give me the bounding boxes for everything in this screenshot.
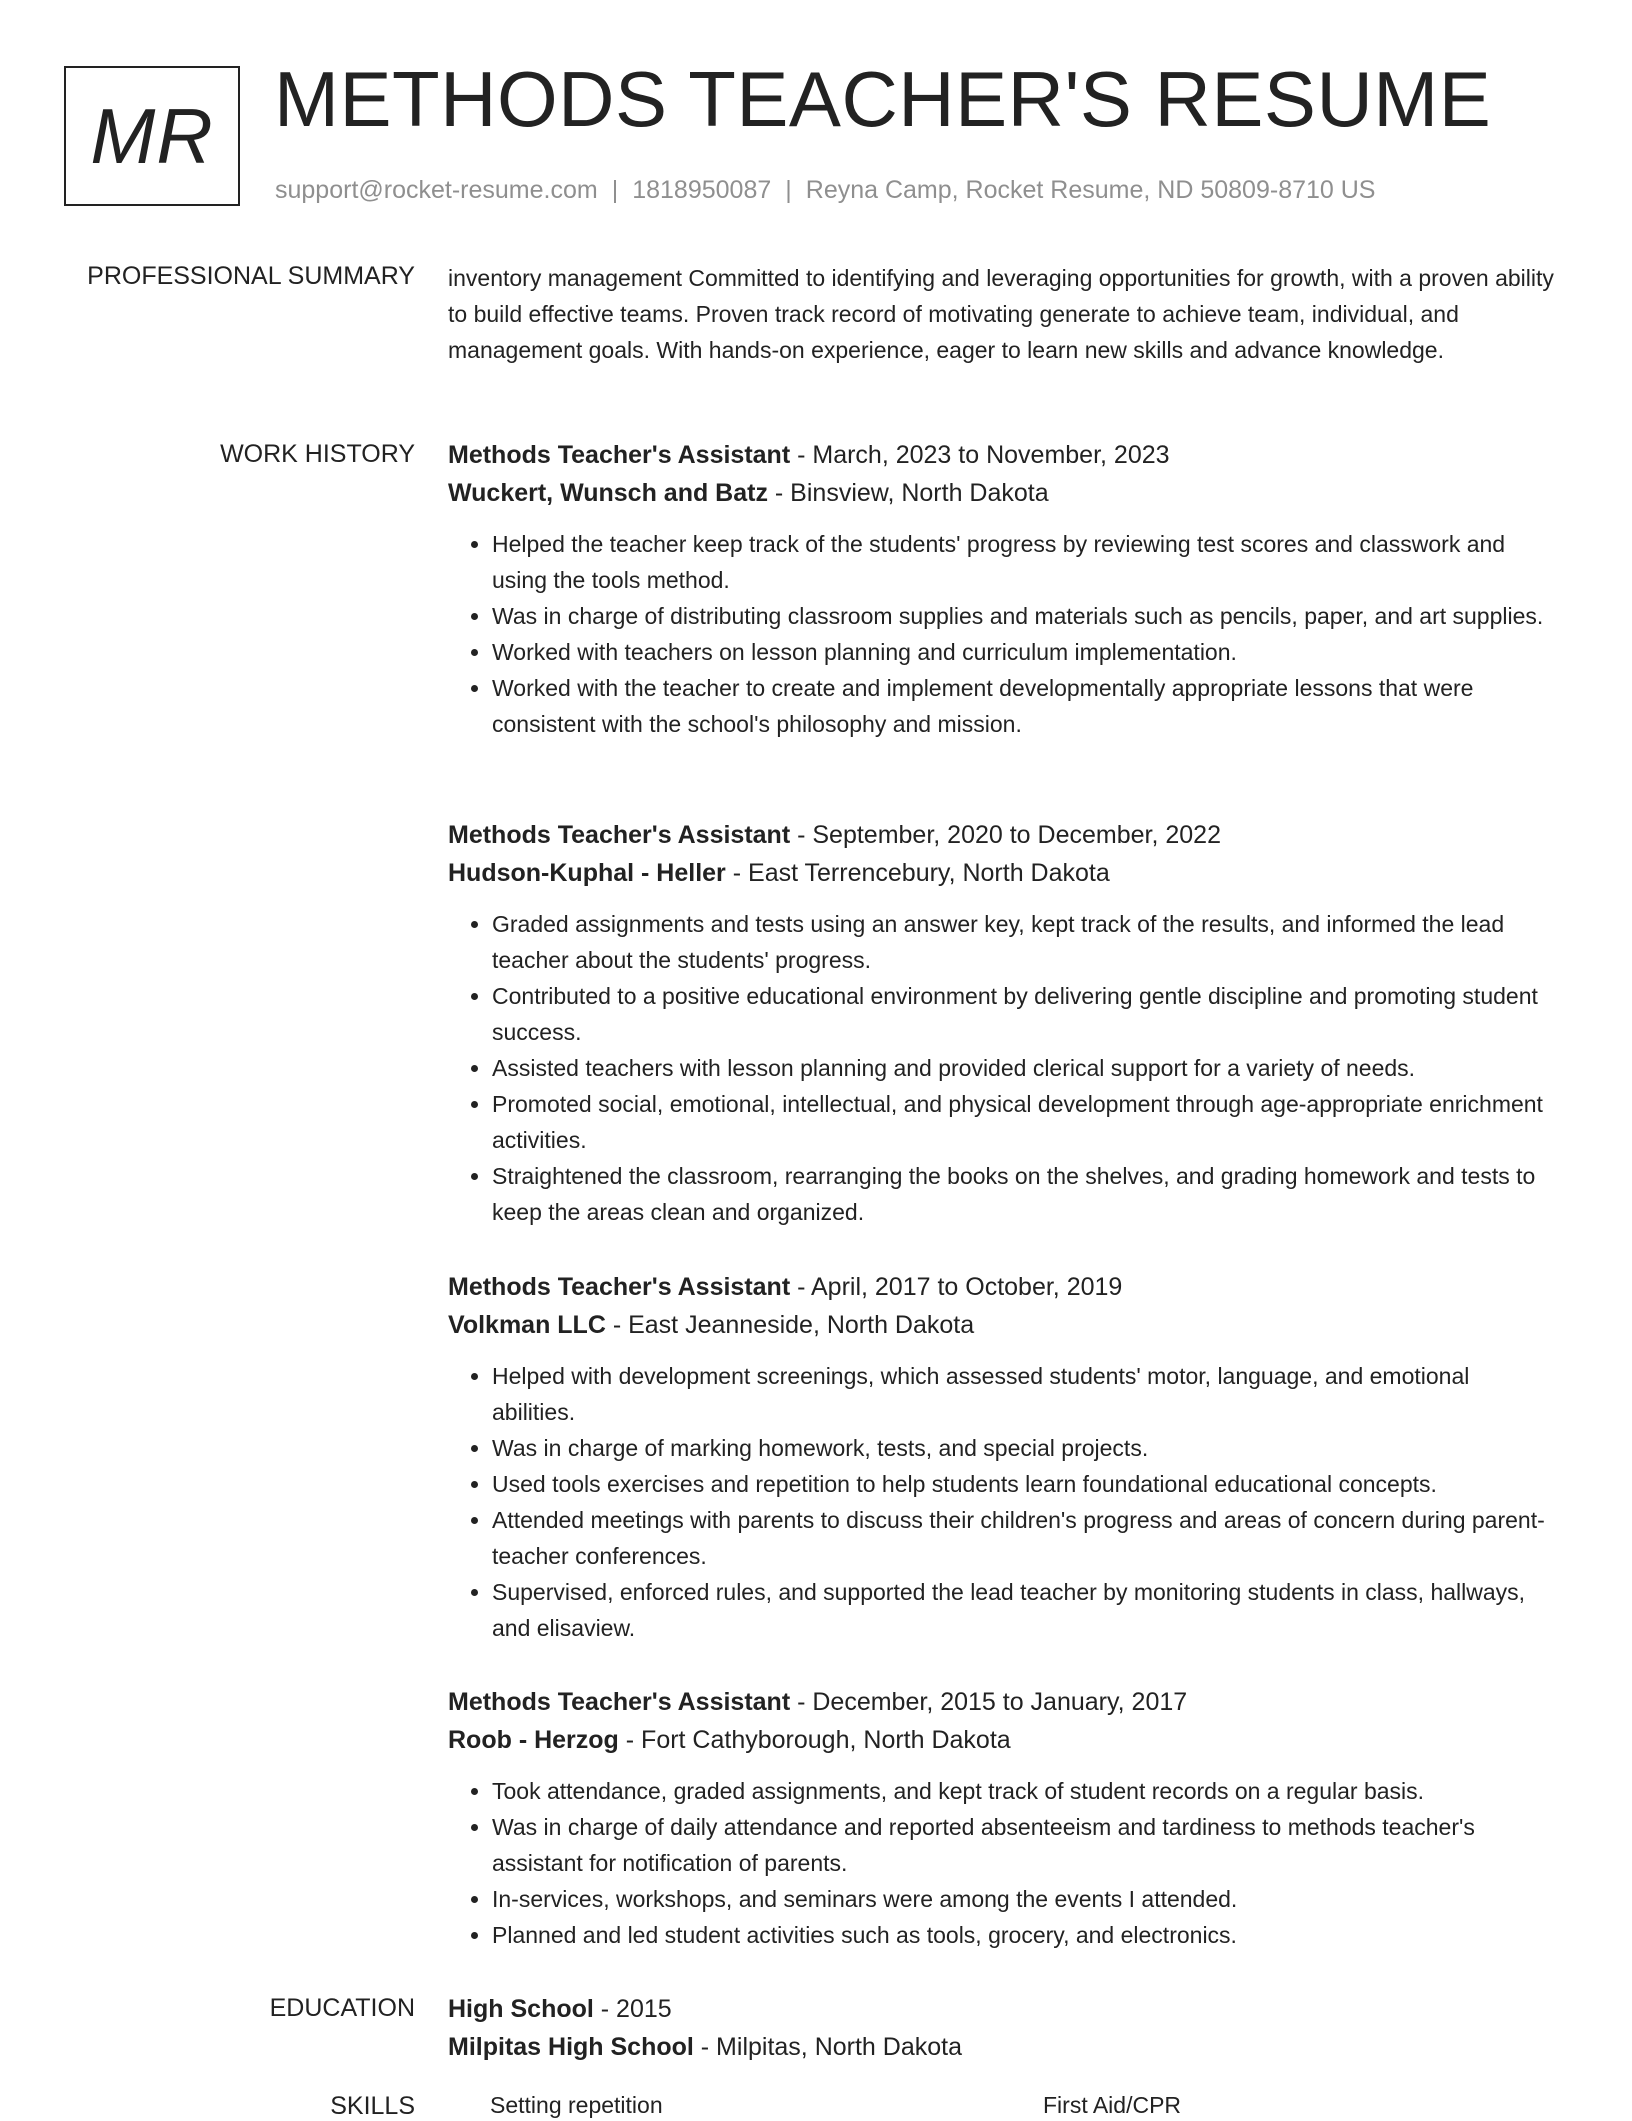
job-dates: - September, 2020 to December, 2022	[790, 821, 1221, 849]
job-title-line	[448, 1683, 1558, 1721]
job-bullet: • Was in charge of marking homework, tests, and special projects.	[492, 1430, 1558, 1466]
job-company: Roob - Herzog	[448, 1726, 619, 1754]
job-bullet: • Supervised, enforced rules, and supported the lead teacher by monitoring students in class, hallways, and elisaview.	[492, 1574, 1558, 1646]
page-title: METHODS TEACHER'S RESUME	[274, 55, 1492, 143]
job-bullet: • Helped the teacher keep track of the students' progress by reviewing test scores and classwork and using the tools method.	[492, 526, 1558, 598]
education-degree: High School	[448, 1995, 594, 2023]
job-title: Methods Teacher's Assistant	[448, 1688, 791, 1716]
section-label-summary: PROFESSIONAL SUMMARY	[87, 262, 415, 290]
section-label-education: EDUCATION	[269, 1994, 415, 2022]
skill-item: First Aid/CPR	[1043, 2092, 1182, 2118]
summary-body	[448, 260, 1558, 368]
job-title-line	[448, 816, 1558, 854]
contact-email[interactable]: support@rocket-resume.com	[275, 176, 598, 204]
job-dates: - April, 2017 to October, 2019	[790, 1273, 1123, 1301]
job-bullet: • Contributed to a positive educational environment by delivering gentle discipline and promoting student success.	[492, 978, 1558, 1050]
job-bullets	[448, 1773, 1558, 1953]
summary-text: inventory management Committed to identifying and leveraging opportunities for growth, with a proven ability to build effective teams. Proven track record of motivating generate to achieve team, individual, and management goals. With hands-on experience, eager to learn new skills and advance knowledge.	[448, 265, 1554, 363]
education-school-line	[448, 2028, 1558, 2066]
job-bullets	[448, 1358, 1558, 1646]
job-bullet: • Worked with teachers on lesson planning and curriculum implementation.	[492, 634, 1558, 670]
job-location: - Fort Cathyborough, North Dakota	[618, 1726, 1011, 1754]
monogram-logo: MR	[64, 66, 240, 206]
contact-line	[275, 176, 1375, 205]
job-title-line	[448, 1268, 1558, 1306]
job-company: Volkman LLC	[448, 1311, 606, 1339]
job-title: Methods Teacher's Assistant	[448, 1273, 791, 1301]
job-bullet: • Used tools exercises and repetition to help students learn foundational educational concepts.	[492, 1466, 1558, 1502]
job-company-line	[448, 854, 1558, 892]
job-bullet: • Was in charge of distributing classroom supplies and materials such as pencils, paper, and art supplies.	[492, 598, 1558, 634]
job-location: - Binsview, North Dakota	[767, 479, 1049, 507]
contact-phone[interactable]: 1818950087	[632, 176, 772, 204]
education-year: - 2015	[593, 1995, 672, 2023]
contact-separator: |	[785, 176, 792, 204]
job-entry	[448, 1268, 1558, 1646]
education-school: Milpitas High School	[448, 2033, 694, 2061]
job-dates: - March, 2023 to November, 2023	[790, 441, 1170, 469]
education-body	[448, 1990, 1558, 2066]
job-bullet: • Assisted teachers with lesson planning and provided clerical support for a variety of needs.	[492, 1050, 1558, 1086]
contact-separator: |	[611, 176, 619, 204]
job-location: - East Jeanneside, North Dakota	[605, 1311, 975, 1339]
job-bullets	[448, 906, 1558, 1230]
section-label-skills: SKILLS	[330, 2092, 415, 2120]
job-bullet: • Took attendance, graded assignments, and kept track of student records on a regular basis.	[492, 1773, 1558, 1809]
job-bullet: • Was in charge of daily attendance and reported absenteeism and tardiness to methods teacher's assistant for notification of parents.	[492, 1809, 1558, 1881]
job-bullet: • Straightened the classroom, rearranging the books on the shelves, and grading homework and tests to keep the areas clean and organized.	[492, 1158, 1558, 1230]
contact-address: Reyna Camp, Rocket Resume, ND 50809-8710 US	[805, 176, 1376, 204]
skill-item: Setting repetition	[490, 2092, 663, 2118]
section-label-work-history: WORK HISTORY	[220, 440, 415, 468]
job-entry	[448, 436, 1558, 742]
education-degree-line	[448, 1990, 1558, 2028]
job-entry	[448, 816, 1558, 1230]
job-title-line	[448, 436, 1558, 474]
job-company-line	[448, 474, 1558, 512]
job-location: - East Terrencebury, North Dakota	[725, 859, 1110, 887]
education-location: - Milpitas, North Dakota	[693, 2033, 962, 2061]
job-title: Methods Teacher's Assistant	[448, 441, 791, 469]
job-company-line	[448, 1306, 1558, 1344]
job-bullet: • Worked with the teacher to create and implement developmentally appropriate lessons that were consistent with the school's philosophy and mission.	[492, 670, 1558, 742]
job-dates: - December, 2015 to January, 2017	[790, 1688, 1188, 1716]
job-bullet: • Promoted social, emotional, intellectual, and physical development through age-appropriate enrichment activities.	[492, 1086, 1558, 1158]
job-title: Methods Teacher's Assistant	[448, 821, 791, 849]
job-bullet: • Attended meetings with parents to discuss their children's progress and areas of concern during parent-teacher conferences.	[492, 1502, 1558, 1574]
job-bullet: • Graded assignments and tests using an answer key, kept track of the results, and informed the lead teacher about the students' progress.	[492, 906, 1558, 978]
job-bullets	[448, 526, 1558, 742]
job-company: Wuckert, Wunsch and Batz	[448, 479, 768, 507]
job-bullet: • In-services, workshops, and seminars were among the events I attended.	[492, 1881, 1558, 1917]
job-bullet: • Planned and led student activities such as tools, grocery, and electronics.	[492, 1917, 1558, 1953]
job-company: Hudson-Kuphal - Heller	[448, 859, 726, 887]
job-bullet: • Helped with development screenings, which assessed students' motor, language, and emotional abilities.	[492, 1358, 1558, 1430]
job-company-line	[448, 1721, 1558, 1759]
job-entry	[448, 1683, 1558, 1953]
